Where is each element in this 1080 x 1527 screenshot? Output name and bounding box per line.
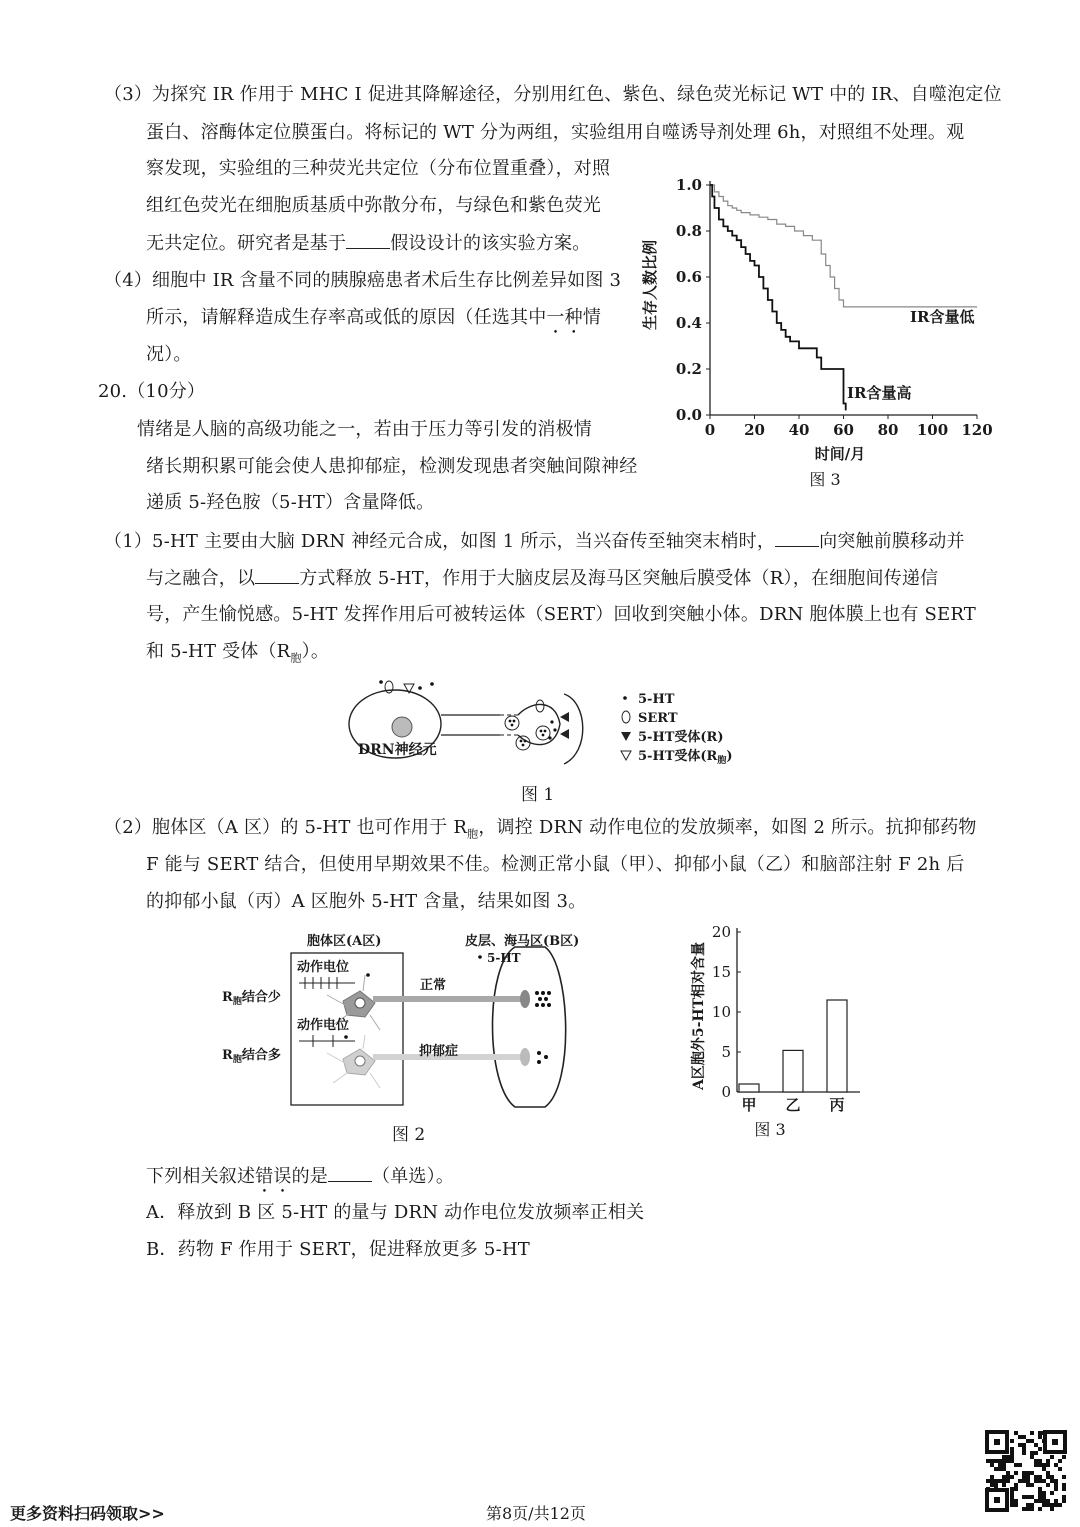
bar-3 xyxy=(827,1000,847,1092)
category-label: 丙 xyxy=(829,1096,845,1114)
figure-1-caption: 图 1 xyxy=(521,785,555,805)
q20-ask-mid: 的是 xyxy=(291,1166,329,1187)
q20-2-line1-text: （2）胞体区（A 区）的 5-HT 也可作用于 R xyxy=(104,817,468,838)
ht-cluster-depression xyxy=(537,1051,548,1064)
terminal-normal xyxy=(520,990,530,1008)
q20-1-line2-tail: 方式释放 5-HT，作用于大脑皮层及海马区突触后膜受体（R），在细胞间传递信 xyxy=(299,568,939,589)
answer-blank xyxy=(255,567,299,584)
figure-1-diagram xyxy=(340,672,760,780)
sert-icon xyxy=(536,700,544,712)
sert-icon xyxy=(385,681,393,693)
y-tick-label: 0.4 xyxy=(675,314,702,332)
terminal-depression xyxy=(520,1048,530,1066)
q20-2-line1 xyxy=(104,817,977,846)
vesicle xyxy=(536,726,550,740)
q19-3-line5 xyxy=(146,232,590,255)
answer-blank xyxy=(328,1165,372,1182)
vesicle xyxy=(516,736,530,750)
survival-series xyxy=(710,185,977,410)
y-tick-label: 0.0 xyxy=(675,406,702,424)
q19-3-line5-tail: 假设设计的该实验方案。 xyxy=(390,233,591,254)
bar-chart xyxy=(685,920,875,1150)
series-line-ir-low xyxy=(710,185,977,307)
y-tick-label: 0.8 xyxy=(675,222,702,240)
nucleus xyxy=(392,717,412,737)
x-tick-label: 120 xyxy=(961,421,993,439)
series-label-ir-high: IR含量高 xyxy=(847,384,912,402)
q20-1-line2-text: 与之融合，以 xyxy=(146,568,256,589)
subscript: 胞 xyxy=(467,827,479,841)
emphasis-text: 一种 xyxy=(546,307,583,328)
q20-2-line3: 的抑郁小鼠（丙）A 区胞外 5-HT 含量，结果如图 3。 xyxy=(146,891,587,912)
q20-1-line4-text: 和 5-HT 受体（R xyxy=(146,641,291,662)
bar-series xyxy=(739,1000,847,1114)
y-tick-label: 1.0 xyxy=(675,176,702,194)
x-tick-label: 0 xyxy=(704,421,716,439)
y-tick-label: 0.6 xyxy=(675,268,702,286)
q19-3-line3: 察发现，实验组的三种荧光共定位（分布位置重叠），对照 xyxy=(146,158,611,179)
subscript: 胞 xyxy=(290,651,302,665)
survival-ylabel: 生存人数比例 xyxy=(641,239,659,331)
q20-ask-text: 下列相关叙述 xyxy=(146,1166,256,1187)
x-tick-label: 20 xyxy=(744,421,765,439)
emphasis-text: 错误 xyxy=(255,1166,292,1187)
x-tick-label: 80 xyxy=(877,421,899,439)
page-number: 第8页/共12页 xyxy=(486,1504,586,1523)
option-b: B．药物 F 作用于 SERT，促进释放更多 5-HT xyxy=(146,1239,530,1260)
normal-label: 正常 xyxy=(420,978,447,993)
y-tick-label: 15 xyxy=(711,963,731,981)
figure-2-caption: 图 2 xyxy=(392,1125,426,1145)
category-label: 乙 xyxy=(785,1096,801,1114)
q20-header: 20.（10分） xyxy=(98,381,206,402)
q20-intro-line1: 情绪是人脑的高级功能之一，若由于压力等引发的消极情 xyxy=(137,419,592,440)
x-tick-label: 100 xyxy=(916,421,949,439)
receptor-r xyxy=(560,729,569,739)
region-a-label: 胞体区(A区) xyxy=(307,934,382,949)
depression-label: 抑郁症 xyxy=(419,1044,459,1059)
y-tick-label: 0.2 xyxy=(675,360,702,378)
q19-4-line2-text: 所示，请解释造成生存率高或低的原因（任选其中 xyxy=(146,307,547,328)
legend-receptor-r: 5-HT受体(R) xyxy=(638,730,724,745)
q20-1-line1-text: （1）5-HT 主要由大脑 DRN 神经元合成，如图 1 所示，当兴奋传至轴突末梢时， xyxy=(104,531,776,552)
q20-2-line2: F 能与 SERT 结合，但使用早期效果不佳。检测正常小鼠（甲）、抑郁小鼠（乙）和脑部注射 F 2h 后 xyxy=(146,854,965,875)
legend-receptor-soma-icon xyxy=(621,751,631,760)
q19-4-line2 xyxy=(146,307,601,338)
figure-2-diagram xyxy=(215,925,590,1115)
ht-cluster-normal xyxy=(535,991,551,1007)
y-tick-label: 10 xyxy=(711,1003,731,1021)
drn-neuron-label: DRN神经元 xyxy=(358,742,437,758)
bar-ylabel: A区胞外5-HT相对含量 xyxy=(691,941,707,1091)
r-low-label: $R_胞$结合少 xyxy=(222,990,281,1007)
q20-1-line4 xyxy=(146,641,329,670)
q20-intro-line3: 递质 5-羟色胺（5-HT）含量降低。 xyxy=(146,492,435,513)
survival-xlabel: 时间/月 xyxy=(814,445,866,463)
legend-receptor-soma: 5-HT受体$(R_胞)$ xyxy=(638,749,733,766)
footer-scan-link[interactable]: 更多资料扫码领取>> xyxy=(10,1504,165,1523)
spike-train-normal xyxy=(299,977,355,989)
postsynaptic-membrane xyxy=(564,694,583,764)
legend-sert-icon xyxy=(622,711,630,723)
q19-4-line3: 况）。 xyxy=(146,344,192,365)
series-line-ir-high xyxy=(710,185,846,410)
legend-sert: SERT xyxy=(638,711,678,726)
bar-1 xyxy=(739,1084,759,1092)
q20-1-line3: 号，产生愉悦感。5-HT 发挥作用后可被转运体（SERT）回收到突触小体。DRN 胞体膜上也有 SERT xyxy=(146,604,976,625)
category-label: 甲 xyxy=(741,1096,757,1114)
q19-4-line2-tail: 情 xyxy=(582,307,602,328)
answer-blank xyxy=(346,232,390,249)
receptor-r xyxy=(560,712,569,722)
y-tick-label: 5 xyxy=(721,1043,731,1061)
ap-label-depression: 动作电位 xyxy=(297,1018,350,1033)
q20-1-line1 xyxy=(104,530,965,553)
q20-ask-tail: （单选）。 xyxy=(372,1166,455,1187)
ht-dot-icon xyxy=(478,955,482,959)
bar-caption: 图 3 xyxy=(754,1120,786,1139)
legend-5ht-icon xyxy=(623,696,627,700)
answer-blank xyxy=(775,530,819,547)
survival-caption: 图 3 xyxy=(809,470,841,489)
series-label-ir-low: IR含量低 xyxy=(910,308,975,326)
option-a: A．释放到 B 区 5-HT 的量与 DRN 动作电位发放频率正相关 xyxy=(146,1202,645,1223)
y-tick-label: 20 xyxy=(711,923,731,941)
q20-ask xyxy=(146,1165,454,1197)
vesicle xyxy=(505,716,519,730)
qr-code xyxy=(985,1430,1067,1512)
q20-intro-line2: 绪长期积累可能会使人患抑郁症，检测发现患者突触间隙神经 xyxy=(146,456,638,477)
q19-3-line5-text: 无共定位。研究者是基于 xyxy=(146,233,347,254)
q19-3-line2: 蛋白、溶酶体定位膜蛋白。将标记的 WT 分为两组，实验组用自噬诱导剂处理 6h，对照组不处理。观 xyxy=(146,122,965,143)
q20-1-line2 xyxy=(146,567,938,590)
q20-1-line4-tail: ）。 xyxy=(301,641,330,662)
y-tick-label: 0 xyxy=(721,1083,731,1101)
x-tick-label: 40 xyxy=(788,421,810,439)
region-b-label: 皮层、海马区(B区) xyxy=(465,934,580,949)
bar-2 xyxy=(783,1050,803,1092)
q20-1-line1-tail: 向突触前膜移动并 xyxy=(819,531,965,552)
q19-3-line1: （3）为探究 IR 作用于 MHC I 促进其降解途径，分别用红色、紫色、绿色荧光标记 WT 中的 IR、自噬泡定位 xyxy=(104,84,1002,105)
q19-4-line1: （4）细胞中 IR 含量不同的胰腺癌患者术后生存比例差异如图 3 xyxy=(104,270,622,291)
legend-5ht: 5-HT xyxy=(638,692,675,707)
r-high-label: $R_胞$结合多 xyxy=(222,1048,281,1065)
survival-curve-chart xyxy=(641,165,993,495)
q19-3-line4: 组红色荧光在细胞质基质中弥散分布，与绿色和紫色荧光 xyxy=(146,195,601,216)
legend-receptor-r-icon xyxy=(621,732,631,741)
q20-2-line1-tail: ，调控 DRN 动作电位的发放频率，如图 2 所示。抗抑郁药物 xyxy=(478,817,977,838)
ht-label: 5-HT xyxy=(487,951,521,965)
x-tick-label: 60 xyxy=(833,421,854,439)
ap-label-normal: 动作电位 xyxy=(297,960,350,975)
region-b-outline xyxy=(493,947,566,1107)
